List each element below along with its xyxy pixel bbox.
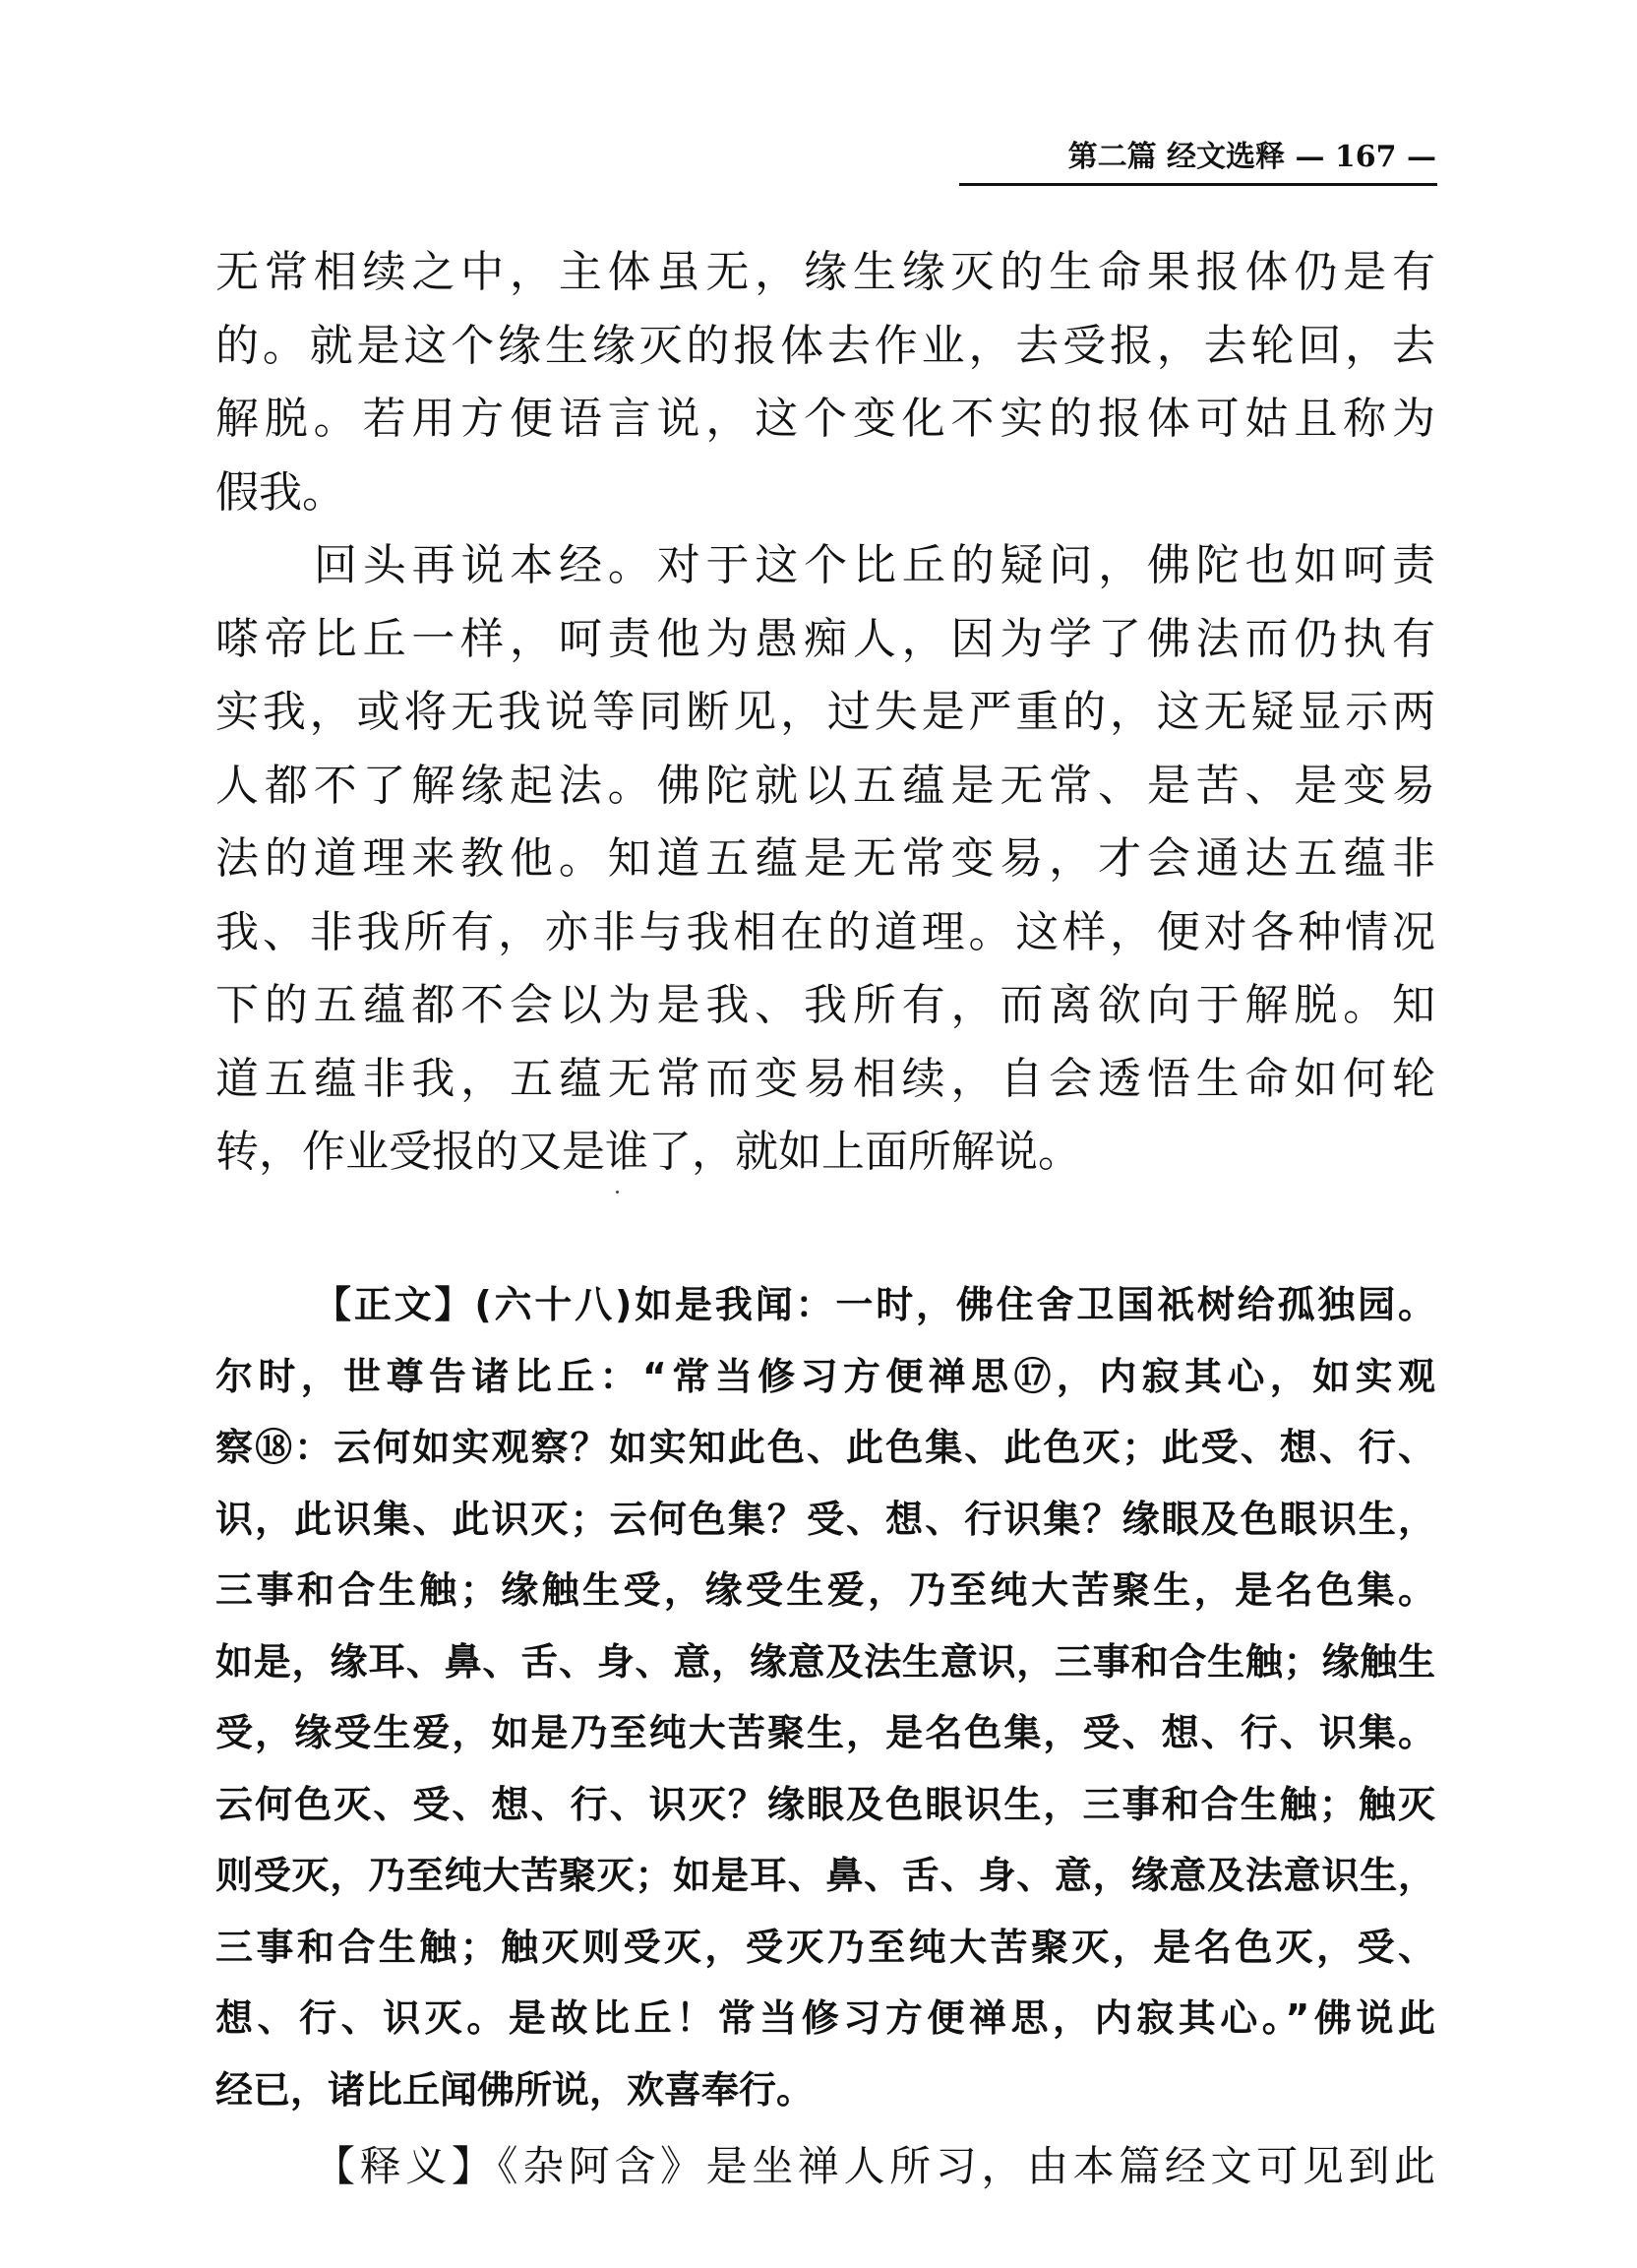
text-line: 转，作业受报的又是谁了，就如上面所解说。 — [215, 1127, 1081, 1177]
print-speck — [616, 1191, 619, 1194]
commentary-text — [215, 236, 1435, 1190]
header-rule — [959, 183, 1437, 186]
text-line: 【正文】(六十八)如是我闻：一时，佛住舍卫国祇树给孤独园。 — [314, 1283, 1435, 1326]
text-line: 无常相续之中，主体虽无，缘生缘灭的生命果报体仍是有 — [215, 247, 1435, 297]
text-line: 尔时，世尊告诸比丘：“常当修习方便禅思⑰，内寂其心，如实观 — [215, 1354, 1435, 1398]
explanation-text — [215, 2131, 1435, 2203]
text-line: 想、行、识灭。是故比丘！常当修习方便禅思，内寂其心。”佛说此 — [215, 1996, 1435, 2040]
text-line: 经已，诸比丘闻佛所说，欢喜奉行。 — [215, 2067, 815, 2112]
text-line: 下的五蕴都不会以为是我、我所有，而离欲向于解脱。知 — [215, 980, 1435, 1030]
text-line: 识，此识集、此识灭；云何色集？受、想、行识集？缘眼及色眼识生， — [215, 1497, 1435, 1541]
text-line: 道五蕴非我，五蕴无常而变易相续，自会透悟生命如何轮 — [215, 1053, 1435, 1104]
text-line: 回头再说本经。对于这个比丘的疑问，佛陀也如呵责 — [314, 540, 1435, 590]
text-line: 云何色灭、受、想、行、识灭？缘眼及色眼识生，三事和合生触；触灭 — [215, 1782, 1435, 1826]
text-line: 的。就是这个缘生缘灭的报体去作业，去受报，去轮回，去 — [215, 320, 1435, 371]
text-line: 受，缘受生爱，如是乃至纯大苦聚生，是名色集，受、想、行、识集。 — [215, 1711, 1435, 1754]
text-line: 三事和合生触；触灭则受灭，受灭乃至纯大苦聚灭，是名色灭，受、 — [215, 1925, 1435, 1969]
text-line: 如是，缘耳、鼻、舌、身、意，缘意及法生意识，三事和合生触；缘触生 — [215, 1639, 1435, 1684]
text-line: 假我。 — [215, 466, 345, 518]
text-line: 三事和合生触；缘触生受，缘受生爱，乃至纯大苦聚生，是名色集。 — [215, 1568, 1435, 1612]
sutra-text — [215, 1269, 1435, 2125]
text-line: 察⑱：云何如实观察？如实知此色、此色集、此色灭；此受、想、行、 — [215, 1426, 1435, 1469]
text-line: 法的道理来教他。知道五蕴是无常变易，才会通达五蕴非 — [215, 833, 1435, 884]
text-line: 我、非我所有，亦非与我相在的道理。这样，便对各种情况 — [215, 906, 1435, 957]
text-line: 人都不了解缘起法。佛陀就以五蕴是无常、是苦、是变易 — [215, 760, 1435, 811]
running-header: 第二篇 经文选释 — 167 — — [1067, 140, 1436, 174]
text-line: 则受灭，乃至纯大苦聚灭；如是耳、鼻、舌、身、意，缘意及法意识生， — [215, 1854, 1435, 1897]
text-line: 解脱。若用方便语言说，这个变化不实的报体可姑且称为 — [215, 394, 1435, 444]
text-line: 实我，或将无我说等同断见，过失是严重的，这无疑显示两 — [215, 687, 1435, 737]
text-line: 嗏帝比丘一样，呵责他为愚痴人，因为学了佛法而仍执有 — [215, 613, 1435, 664]
text-line: 【释义】《杂阿含》是坐禅人所习，由本篇经文可见到此 — [314, 2142, 1435, 2190]
